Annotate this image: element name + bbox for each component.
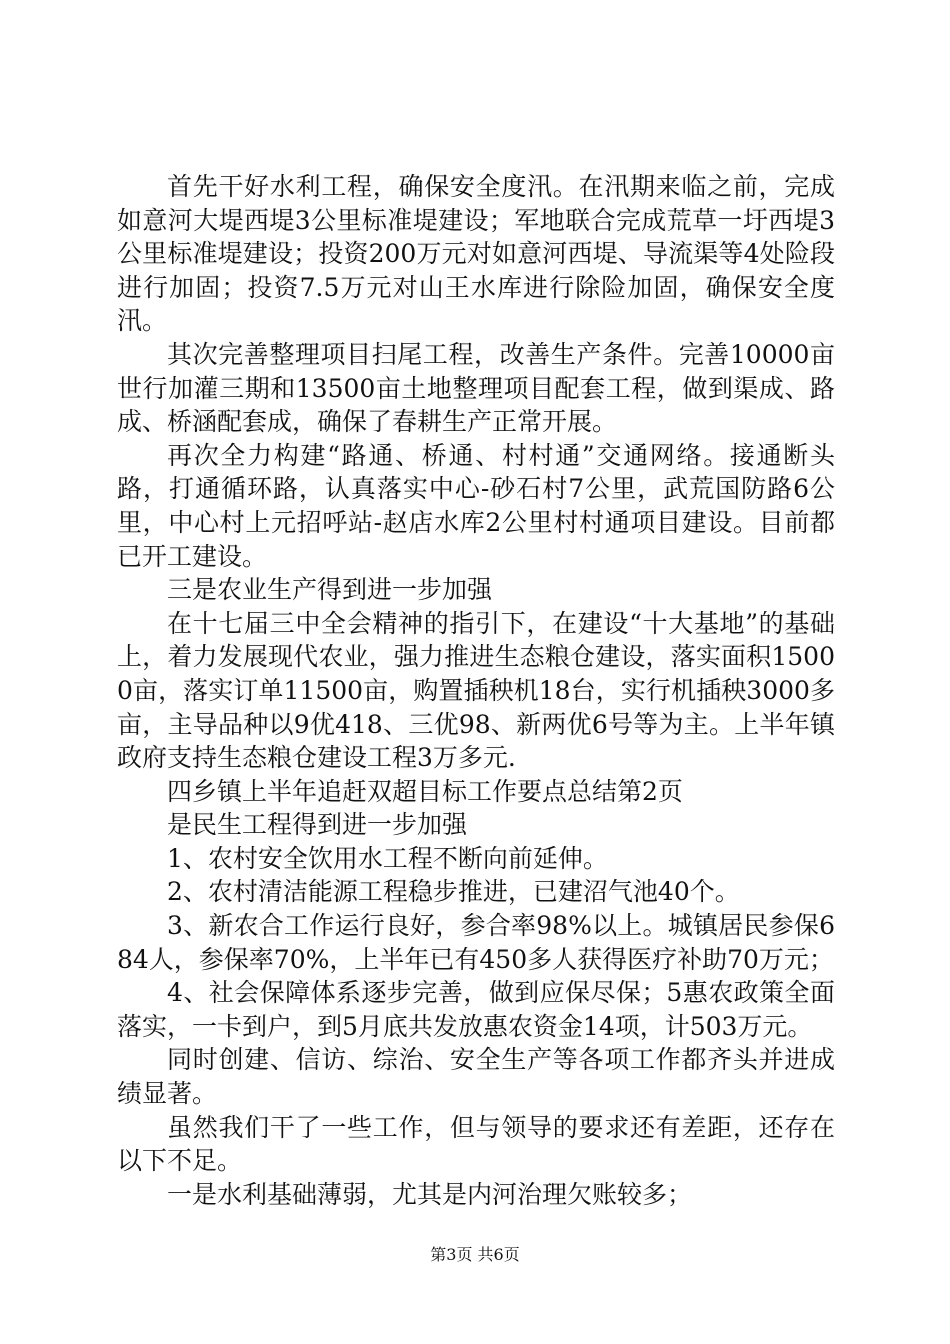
paragraph-modern-agriculture: 在十七届三中全会精神的指引下，在建设“十大基地”的基础上，着力发展现代农业，强力推进生态粮仓建设，落实面积15000亩，落实订单11500亩，购置插秧机18台，实行机插秧3000多亩，主导品种以9优418、三优98、新两优6号等为主。上半年镇政府支持生态粮仓建设工程3万多元. [117,608,835,773]
paragraph-traffic-network: 再次全力构建“路通、桥通、村村通”交通网络。接通断头路，打通循环路，认真落实中心-砂石村7公里，武荒国防路6公里，中心村上元招呼站-赵店水库2公里村村通项目建设。目前都已开工建设。 [117,440,835,571]
paragraph-other-work: 同时创建、信访、综治、安全生产等各项工作都齐头并进成绩显著。 [117,1045,835,1109]
list-item-clean-energy: 2、农村清洁能源工程稳步推进，已建沼气池40个。 [167,877,740,907]
inline-page-title: 四乡镇上半年追赶双超目标工作要点总结第2页 [167,776,683,806]
list-item-drinking-water: 1、农村安全饮用水工程不断向前延伸。 [167,843,608,873]
paragraph-land-project: 其次完善整理项目扫尾工程，改善生产条件。完善10000亩世行加灌三期和13500亩土地整理项目配套工程，做到渠成、路成、桥涵配套成，确保了春耕生产正常开展。 [117,339,835,437]
list-item-medical-insurance: 3、新农合工作运行良好，参合率98%以上。城镇居民参保684人，参保率70%，上半年已有450多人获得医疗补助70万元； [117,911,835,974]
paragraph-shortcoming-one: 一是水利基础薄弱，尤其是内河治理欠账较多； [167,1179,693,1209]
section-heading-livelihood: 是民生工程得到进一步加强 [167,810,468,840]
document-body [117,170,835,1211]
page-footer: 第3页 共6页 [430,1245,520,1264]
section-heading-agriculture: 三是农业生产得到进一步加强 [167,575,493,605]
list-item-social-security: 4、社会保障体系逐步完善，做到应保尽保；5惠农政策全面落实，一卡到户，到5月底共发放惠农资金14项，计503万元。 [117,978,835,1041]
paragraph-shortcomings: 虽然我们干了一些工作，但与领导的要求还有差距，还存在以下不足。 [117,1112,835,1176]
paragraph-water-conservancy: 首先干好水利工程，确保安全度汛。在汛期来临之前，完成如意河大堤西堤3公里标准堤建设；军地联合完成荒草一圩西堤3公里标准堤建设；投资200万元对如意河西堤、导流渠等4处险段进行加固；投资7.5万元对山王水库进行除险加固，确保安全度汛。 [117,172,835,336]
